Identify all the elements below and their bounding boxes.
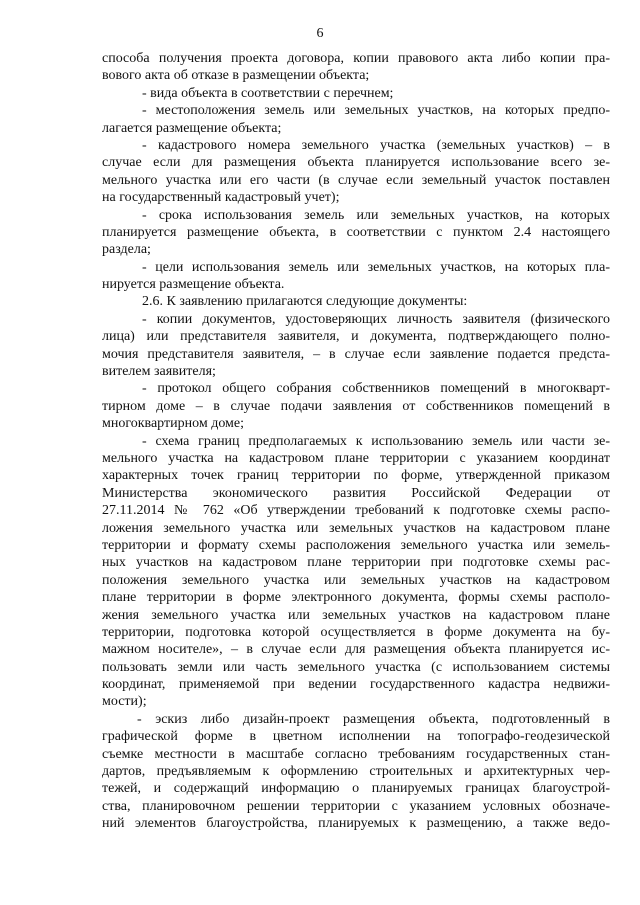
text-line: планируется размещение объекта, в соответствии с пунктом 2.4 настоящего xyxy=(102,224,610,240)
text-line: положения земельного участка или земельных участков на кадастровом xyxy=(102,572,610,588)
text-line: многоквартирном доме; xyxy=(102,416,245,432)
text-line: на государственный кадастровый учет); xyxy=(102,190,340,206)
page-number: 6 xyxy=(316,26,324,41)
text-line: жения земельного участка или земельных участков на кадастровом плане xyxy=(102,607,610,623)
text-line: - кадастрового номера земельного участка (земельных участков) – в xyxy=(142,137,610,153)
text-line: - эскиз либо дизайн-проект размещения объекта, подготовленный в xyxy=(137,711,610,727)
text-line: мельного участка или его части (в случае если земельный участок поставлен xyxy=(102,172,610,188)
text-line: дартов, предъявляемым к оформлению строительных и архитектурных чер- xyxy=(102,764,610,780)
text-line: - протокол общего собрания собственников помещений в многокварт- xyxy=(142,381,610,397)
text-line: мости); xyxy=(102,694,147,710)
body-text xyxy=(102,50,610,833)
text-line: ложения земельного участка или земельных участков на кадастровом плане xyxy=(102,520,610,536)
text-line: - местоположения земель или земельных участков, на которых предпо- xyxy=(142,103,610,119)
text-line: графической форме в цветном исполнении на топографо-геодезической xyxy=(102,729,610,745)
text-line: ных участков на кадастровом плане территории при подготовке схемы рас- xyxy=(102,555,610,571)
text-line: съемке местности в масштабе согласно требованиям государственных стан- xyxy=(102,746,610,762)
text-line: Министерства экономического развития Российской Федерации от xyxy=(102,485,610,501)
text-line: - цели использования земель или земельных участков, на которых пла- xyxy=(142,259,610,275)
text-line: случае если для размещения объекта планируется использование всего зе- xyxy=(102,155,610,171)
text-line: территории и формату схемы расположения земельного участка или земель- xyxy=(102,537,610,553)
text-line: тирном доме – в случае подачи заявления от собственников помещений в xyxy=(102,398,610,414)
text-line: лагается размещение объекта; xyxy=(102,120,282,136)
text-line: ний элементов благоустройства, планируемых к размещению, а также ведо- xyxy=(102,816,610,832)
text-line: территории, подготовка которой осуществляется в форме документа на бу- xyxy=(102,624,610,640)
text-line: лица) или представителя заявителя, и документа, подтверждающего полно- xyxy=(102,329,610,345)
text-line: раздела; xyxy=(102,242,151,258)
text-line: плане территории в форме электронного документа, формы схемы располо- xyxy=(102,590,610,606)
text-line: 27.11.2014 № 762 «Об утверждении требований к подготовке схемы распо- xyxy=(102,503,610,519)
text-line: вового акта об отказе в размещении объекта; xyxy=(102,68,370,84)
text-line: мочия представителя заявителя, – в случае если заявление подается предста- xyxy=(102,346,610,362)
text-line: - вида объекта в соответствии с перечнем; xyxy=(142,85,394,101)
text-line: пользовать земли или часть земельного участка (с использованием системы xyxy=(102,659,610,675)
section-heading-line: 2.6. К заявлению прилагаются следующие документы: xyxy=(142,294,468,310)
text-line: тежей, и содержащий информацию о планируемых границах благоустрой- xyxy=(102,781,610,797)
text-line: способа получения проекта договора, копии правового акта либо копии пра- xyxy=(102,51,610,66)
text-line: - копии документов, удостоверяющих личность заявителя (физического xyxy=(142,311,610,327)
text-line: ства, планировочном решении территории с указанием условных обозначе- xyxy=(102,798,610,814)
text-line: - срока использования земель или земельных участков, на которых xyxy=(142,207,610,223)
text-line: координат, применяемой при ведении государственного кадастра недвижи- xyxy=(102,677,610,693)
text-line: вителем заявителя; xyxy=(102,364,216,380)
text-line: - схема границ предполагаемых к использованию земель или части зе- xyxy=(142,433,610,449)
text-line: мельного участка на кадастровом плане территории с указанием координат xyxy=(102,450,610,466)
text-line: мажном носителе», – в случае если для размещения объекта планируется ис- xyxy=(102,642,610,658)
text-line: нируется размещение объекта. xyxy=(102,277,285,293)
text-line: характерных точек границ территории по форме, утвержденной приказом xyxy=(102,468,610,484)
